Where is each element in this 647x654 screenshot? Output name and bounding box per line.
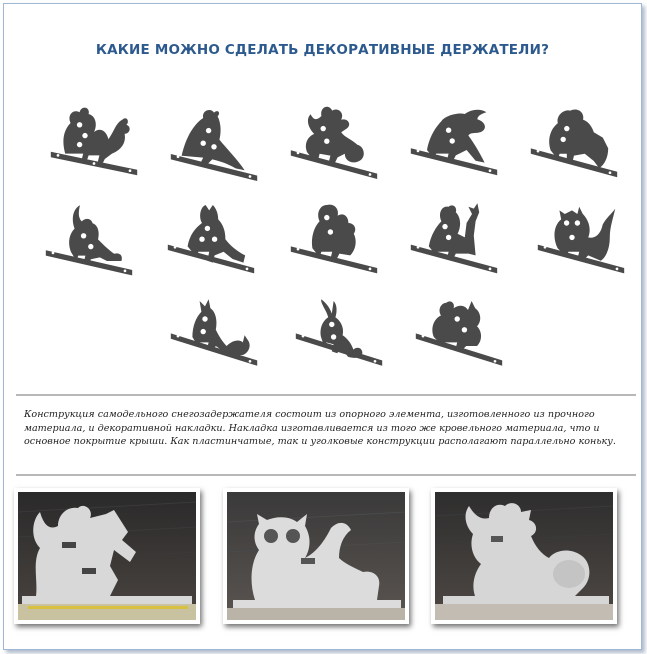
- owl-photo: [223, 488, 409, 624]
- rabbit-holder-icon: [294, 292, 384, 382]
- article-frame: [3, 3, 642, 650]
- hare-holder-icon: [409, 96, 499, 186]
- divider-bottom: [16, 474, 636, 476]
- fox-holder-icon: [166, 196, 256, 286]
- owl-branch-holder-icon: [536, 196, 626, 286]
- description-text: Конструкция самодельного снегозадержателя состоит из опорного элемента, изготовленного из прочного материала, и декоративной накладки. Накладка изготавливается из того же кровельного материала, что и основное покрытие крыши. Как пластинчатые, так и уголковые конструкции располагают параллельно коньку.: [24, 409, 616, 447]
- page-title: КАКИЕ МОЖНО СДЕЛАТЬ ДЕКОРАТИВНЫЕ ДЕРЖАТЕЛИ?: [95, 42, 550, 58]
- squirrel-tree-holder-icon: [409, 196, 499, 286]
- cat-holder-icon: [44, 198, 134, 288]
- fox-mouse-holder-icon: [169, 292, 259, 382]
- bird-holder-icon: [169, 100, 259, 190]
- squirrel-holder-icon: [289, 196, 379, 286]
- griffin-photo: [14, 488, 200, 624]
- squirrel-small-holder-icon: [414, 292, 504, 382]
- holders-gallery: [24, 68, 629, 384]
- dragon-photo: [431, 488, 617, 624]
- dog-holder-icon: [529, 98, 619, 188]
- divider-top: [16, 394, 636, 396]
- rooster-holder-icon: [49, 96, 139, 186]
- griffin-holder-icon: [289, 98, 379, 188]
